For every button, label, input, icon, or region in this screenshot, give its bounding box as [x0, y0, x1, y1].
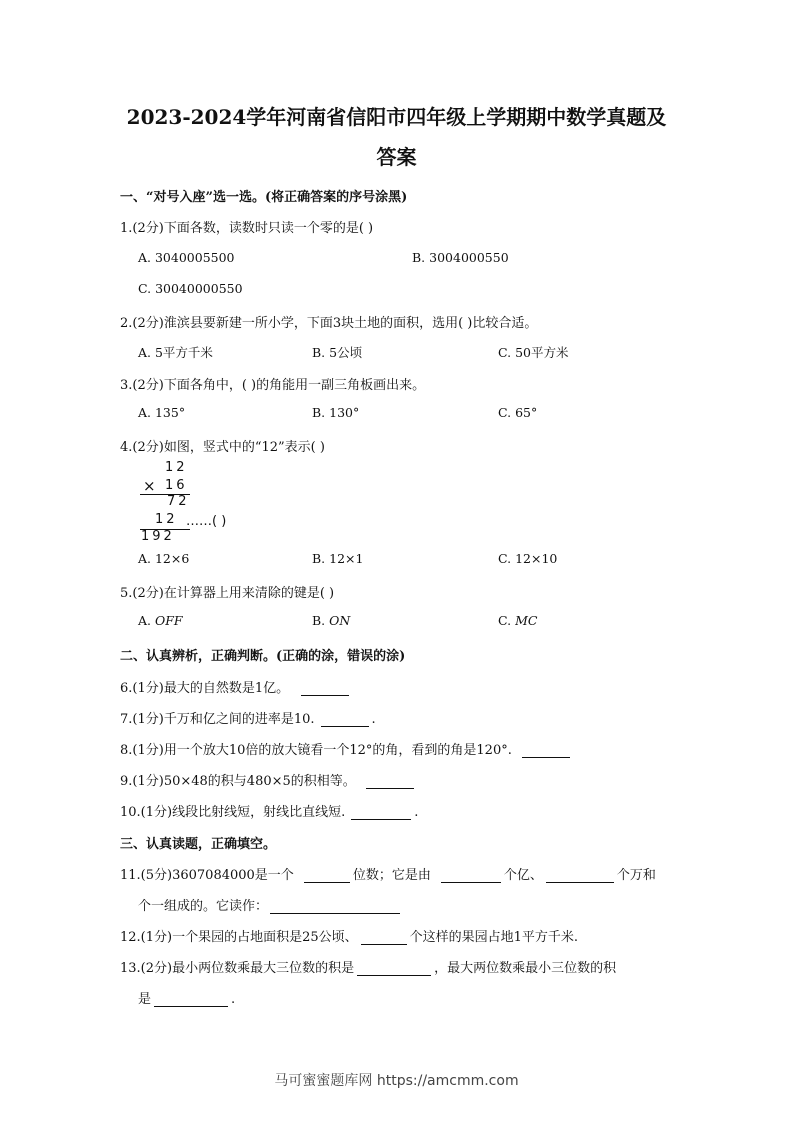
question-13: [120, 957, 616, 976]
question-12-part-2: 个这样的果园占地1平方千米.: [409, 930, 579, 945]
q1-option-a: A. 3040005500: [138, 250, 235, 265]
off-key-label: OFF: [154, 613, 183, 628]
vertical-row-4: 12: [155, 512, 178, 527]
question-11-part-2: 位数；它是由: [352, 868, 431, 883]
q2-option-c: C. 50平方米: [498, 345, 569, 360]
q5-option-a-prefix: A.: [138, 613, 155, 628]
mc-key-label: MC: [515, 613, 538, 628]
question-13-part-1: 13.(2分)最小两位数乘最大三位数的积是: [120, 961, 355, 976]
answer-blank[interactable]: [321, 712, 369, 727]
section-1-heading: 一、“对号入座”选一选。(将正确答案的序号涂黑): [120, 190, 408, 205]
on-key-label: ON: [329, 613, 351, 628]
question-11-part-1: 11.(5分)3607084000是一个: [120, 868, 294, 883]
question-7-end: .: [371, 712, 376, 727]
q2-option-b: B. 5公顷: [312, 345, 363, 360]
question-8-text: 8.(1分)用一个放大10倍的放大镜看一个12°的角，看到的角是120°.: [120, 743, 512, 758]
question-9: [120, 770, 417, 789]
question-11-line-2-text: 个一组成的。它读作：: [138, 899, 269, 914]
q1-option-c: C. 30040000550: [138, 281, 243, 296]
question-7: [120, 708, 376, 727]
question-12-part-1: 12.(1分)一个果园的占地面积是25公顷、: [120, 930, 358, 945]
times-sign: ×: [143, 477, 156, 495]
question-8: [120, 739, 573, 758]
question-11: [120, 864, 656, 883]
q4-option-a: A. 12×6: [138, 551, 190, 566]
footer-watermark: 马可蜜蜜题库网 https://amcmm.com: [274, 1073, 519, 1089]
vertical-row-2: 16: [165, 478, 188, 493]
q5-option-b-prefix: B.: [312, 613, 330, 628]
question-11-part-3: 个亿、: [503, 868, 543, 883]
title-line-1: 2023-2024学年河南省信阳市四年级上学期期中数学真题及: [126, 105, 667, 129]
q5-option-a: [138, 613, 183, 628]
answer-blank[interactable]: [361, 930, 407, 945]
answer-blank[interactable]: [441, 868, 501, 883]
q3-option-a: A. 135°: [138, 405, 186, 420]
q5-option-c-prefix: C.: [498, 613, 516, 628]
answer-blank[interactable]: [301, 681, 349, 696]
question-6: [120, 677, 352, 696]
section-2-heading: 二、认真辨析，正确判断。(正确的涂，错误的涂): [120, 649, 406, 664]
question-11-line-2: [138, 895, 403, 914]
question-11-part-4: 个万和: [616, 868, 656, 883]
q4-option-b: B. 12×1: [312, 551, 364, 566]
question-9-text: 9.(1分)50×48的积与480×5的积相等。: [120, 774, 356, 789]
answer-blank[interactable]: [270, 899, 400, 914]
answer-blank[interactable]: [357, 961, 431, 976]
answer-blank[interactable]: [154, 992, 228, 1007]
question-13-line-2-text: 是: [138, 992, 152, 1007]
section-3-heading: 三、认真读题，正确填空。: [120, 837, 277, 852]
question-7-text: 7.(1分)千万和亿之间的进率是10.: [120, 712, 315, 727]
vertical-row-5: 192: [141, 529, 175, 544]
question-4: 4.(2分)如图，竖式中的“12”表示( ): [120, 440, 325, 455]
question-2: 2.(2分)淮滨县要新建一所小学，下面3块土地的面积，选用( )比较合适。: [120, 316, 538, 331]
question-6-text: 6.(1分)最大的自然数是1亿。: [120, 681, 290, 696]
answer-blank[interactable]: [522, 743, 570, 758]
question-10: [120, 801, 418, 820]
vertical-row-1: 12: [165, 460, 188, 475]
answer-blank[interactable]: [304, 868, 350, 883]
q3-option-b: B. 130°: [312, 405, 360, 420]
q3-option-c: C. 65°: [498, 405, 538, 420]
title-line-2: 答案: [376, 145, 417, 169]
question-13-line-2: [138, 988, 235, 1007]
q5-option-b: [312, 613, 350, 628]
answer-blank[interactable]: [366, 774, 414, 789]
vertical-row-3: 72: [167, 494, 190, 509]
answer-blank[interactable]: [351, 805, 411, 820]
question-12: [120, 926, 578, 945]
q2-option-a: A. 5平方千米: [138, 345, 213, 360]
question-1: 1.(2分)下面各数，读数时只读一个零的是( ): [120, 221, 374, 236]
q1-option-b: B. 3004000550: [412, 250, 509, 265]
question-3: 3.(2分)下面各角中，( )的角能用一副三角板画出来。: [120, 378, 426, 393]
question-10-text: 10.(1分)线段比射线短，射线比直线短.: [120, 805, 346, 820]
question-13-part-2: ，最大两位数乘最小三位数的积: [434, 961, 617, 976]
question-10-end: .: [414, 805, 419, 820]
q4-option-c: C. 12×10: [498, 551, 558, 566]
question-13-end: .: [231, 992, 236, 1007]
q5-option-c: [498, 613, 537, 628]
question-5: 5.(2分)在计算器上用来清除的键是( ): [120, 586, 335, 601]
vertical-annotation: ……( ): [186, 514, 227, 529]
answer-blank[interactable]: [546, 868, 614, 883]
